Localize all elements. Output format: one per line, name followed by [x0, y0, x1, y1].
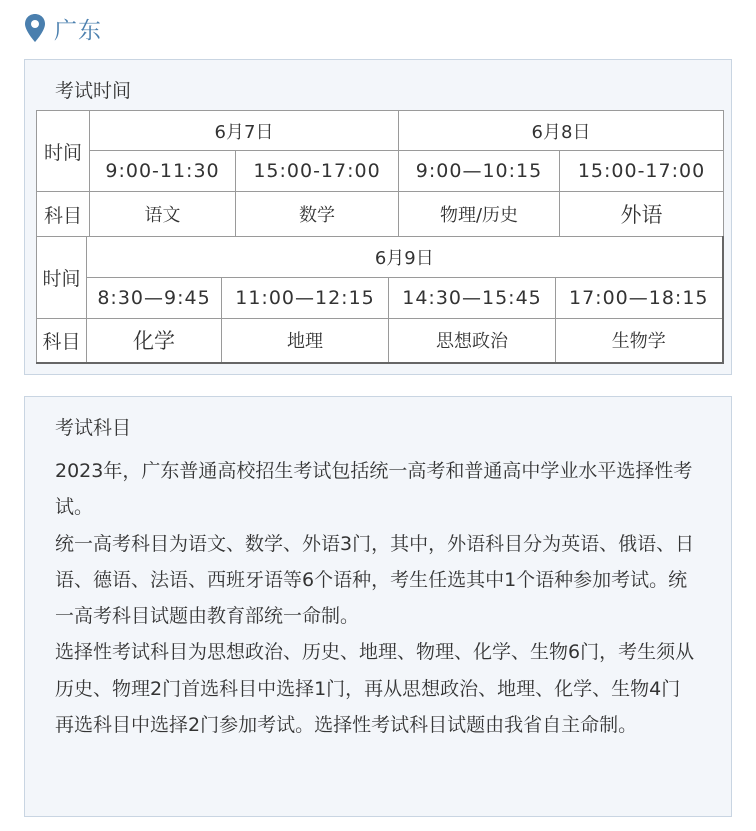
time-cell: 9:00—10:15	[399, 151, 560, 192]
time-cell: 17:00—18:15	[556, 278, 723, 319]
table-row	[37, 111, 724, 151]
subject-cell: 地理	[222, 319, 389, 363]
date-header: 6月9日	[87, 237, 723, 278]
table-row	[37, 237, 723, 278]
date-header: 6月7日	[90, 111, 399, 151]
exam-schedule-card	[24, 59, 732, 375]
schedule-table-day-3	[36, 236, 724, 364]
row-label-time: 时间	[37, 237, 87, 319]
row-label-subject: 科目	[37, 319, 87, 363]
subject-cell: 化学	[87, 319, 222, 363]
exam-schedule-title: 考试时间	[55, 80, 132, 102]
row-label-subject: 科目	[37, 192, 90, 237]
subject-cell: 语文	[90, 192, 236, 237]
row-label-time: 时间	[37, 111, 90, 192]
exam-subjects-body	[55, 453, 695, 743]
time-cell: 15:00-17:00	[236, 151, 399, 192]
time-cell: 8:30—9:45	[87, 278, 222, 319]
table-row	[37, 319, 723, 363]
schedule-table-days-1-2	[36, 110, 724, 237]
date-header: 6月8日	[399, 111, 724, 151]
table-row	[37, 278, 723, 319]
region-header	[24, 12, 102, 44]
exam-subjects-card	[24, 396, 732, 817]
region-name: 广东	[54, 17, 102, 44]
paragraph: 统一高考科目为语文、数学、外语3门，其中，外语科目分为英语、俄语、日语、德语、法语、西班牙语等6个语种，考生任选其中1个语种参加考试。统一高考科目试题由教育部统一命制。	[55, 532, 695, 628]
paragraph: 2023年，广东普通高校招生考试包括统一高考和普通高中学业水平选择性考试。	[55, 460, 693, 519]
subject-cell: 外语	[560, 192, 724, 237]
table-row	[37, 192, 724, 237]
time-cell: 15:00-17:00	[560, 151, 724, 192]
time-cell: 9:00-11:30	[90, 151, 236, 192]
location-pin-icon	[24, 13, 46, 43]
time-cell: 11:00—12:15	[222, 278, 389, 319]
subject-cell: 思想政治	[389, 319, 556, 363]
subject-cell: 物理/历史	[399, 192, 560, 237]
paragraph: 选择性考试科目为思想政治、历史、地理、物理、化学、生物6门，考生须从历史、物理2门首选科目中选择1门，再从思想政治、地理、化学、生物4门再选科目中选择2门参加考试。选择性考试科目试题由我省自主命制。	[55, 641, 695, 737]
subject-cell: 生物学	[556, 319, 723, 363]
exam-subjects-title: 考试科目	[55, 417, 132, 439]
subject-cell: 数学	[236, 192, 399, 237]
time-cell: 14:30—15:45	[389, 278, 556, 319]
table-row	[37, 151, 724, 192]
